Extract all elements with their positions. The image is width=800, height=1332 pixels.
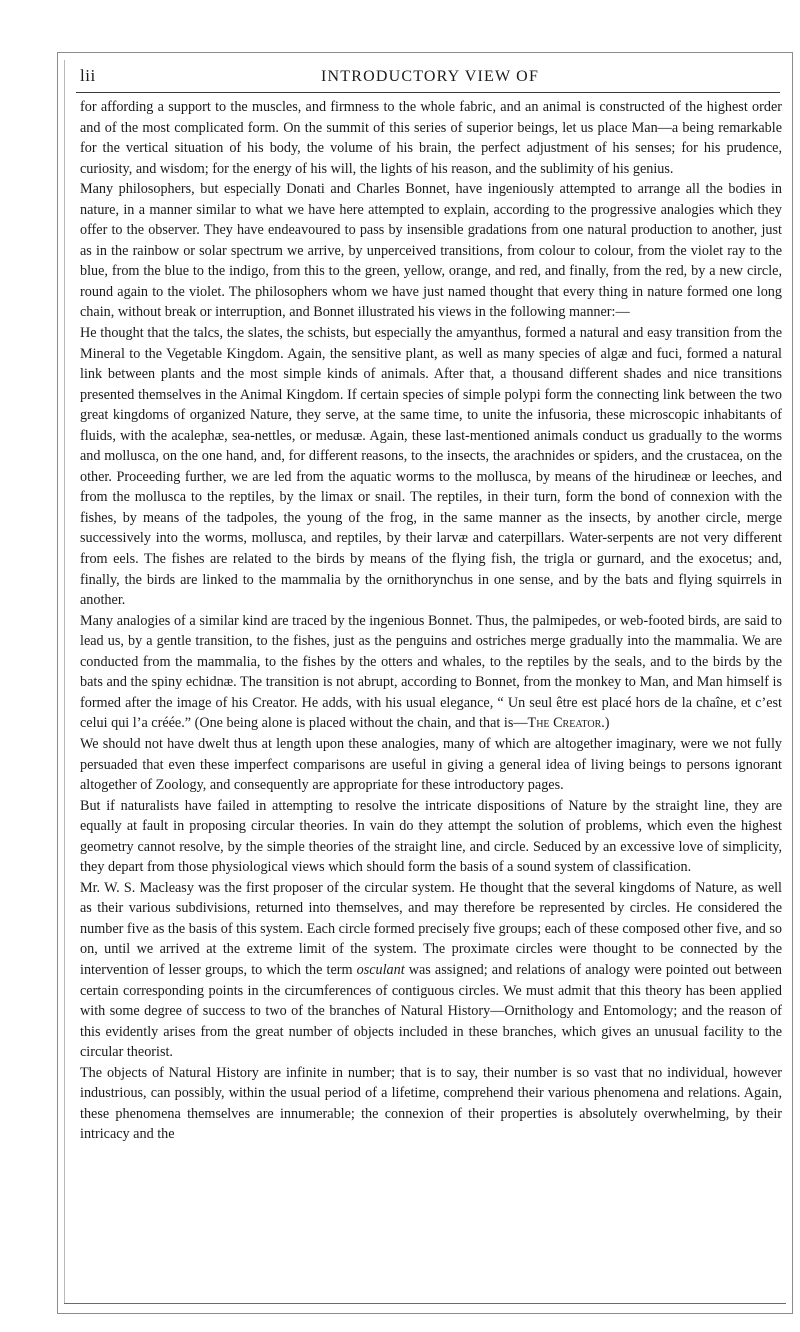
paragraph-text: ) xyxy=(604,715,610,732)
page-header xyxy=(80,66,780,92)
paragraph-text: Many philosophers, but especially Donati and Charles Bonnet, have ingeniously attempted to arrange all the bodies in nature, in a manner similar to what we have here attempted to explain, according to the progressive analogies which they offer to the observer. They have endeavoured to pass by insensible gradations from one natural production to another, just as in the rainbow or solar spectrum we arrive, by unperceived transitions, from colour to colour, from the violet ray to the blue, from the blue to the indigo, from this to the green, yellow, orange, and red, and finally, from the red, by a new circle, round again to the violet. The philosophers whom we have just named thought that every thing in nature formed one long chain, without break or interruption, and Bonnet illustrated his views in the following manner:— xyxy=(80,181,782,321)
paragraph-text: We should not have dwelt thus at length upon these analogies, many of which are altogether imaginary, were we not fully persuaded that even these imperfect comparisons are useful in giving a general idea of living beings to persons ignorant altogether of Zoology, and consequently are appropriate for these introductory pages. xyxy=(80,735,782,794)
paragraph xyxy=(80,179,782,323)
paragraph-text: The objects of Natural History are infinite in number; that is to say, their number is so vast that no individual, however industrious, can possibly, within the usual period of a lifetime, comprehend their various phenomena and relations. Again, these phenomena themselves are innumerable; the connexion of their properties is absolutely overwhelming, by their intricacy and the xyxy=(80,1064,782,1143)
paragraph-text: was assigned; and relations of analogy were pointed out between certain corresponding points in the circumferences of contiguous circles. We must admit that this theory has been applied with some degree of success to two of the branches of Natural History—Ornithology and Entomology; and the reason of this evidently arises from the great number of objects included in these branches, which gives an unusual facility to the circular theorist. xyxy=(80,961,782,1061)
paragraph xyxy=(80,734,782,796)
footer-rule xyxy=(64,1303,786,1304)
paragraph-text: for affording a support to the muscles, and firmness to the whole fabric, and an animal is constructed of the highest order and of the most complicated form. On the summit of this series of superior beings, let us place Man—a being remarkable for the vertical situation of his body, the volume of his brain, the perfect adjustment of his senses; for his prudence, curiosity, and wisdom; for the energy of his will, the lights of his reason, and the sublimity of his genius. xyxy=(80,99,782,177)
paragraph-text: Many analogies of a similar kind are traced by the ingenious Bonnet. Thus, the palmipedes, or web-footed birds, are said to lead us, by a gentle transition, to the fishes, just as the penguins and ostriches merge gradually into the mammalia. We are conducted from the mammalia, to the fishes by the otters and whales, to the reptiles by the seals, and to the birds by the bats and the spiny echidnæ. The transition is not abrupt, according to Bonnet, from the monkey to Man, and Man himself is formed after the image of his Creator. He adds, with his usual elegance, “ Un seul être est placé hors de la chaîne, et c’est celui qui l’a créée.” (One being alone is placed without the chain, and that is— xyxy=(80,612,782,732)
page-number: lii xyxy=(80,66,96,85)
header-rule xyxy=(76,92,780,93)
body-text xyxy=(80,97,782,1145)
paragraph xyxy=(80,796,782,878)
italic-term: osculant xyxy=(356,961,405,978)
paragraph-text: He thought that the talcs, the slates, the schists, but especially the amyanthus, formed a natural and easy transition from the Mineral to the Vegetable Kingdom. Again, the sensitive plant, as well as many species of algæ and fuci, formed a natural link between plants and the most simple kinds of animals. After that, a thousand different shades and nice transitions presented themselves in the Animal Kingdom. If certain species of simple polypi form the connecting link between the two great kingdoms of organized Nature, they serve, at the same time, to unite the infusoria, these microscopic inhabitants of fluids, with the acalephæ, sea-nettles, or medusæ. Again, these last-mentioned animals conduct us gradually to the worms and mollusca, on the one hand, and, for different reasons, to the insects, the arachnides or spiders, and the crustacea, on the other. Proceeding further, we are led from the aquatic worms to the mollusca, by means of the hirudineæ or leeches, and from the mollusca to the reptiles, by the limax or snail. The reptiles, in their turn, form the bond of connexion with the fishes, by means of the tadpoles, the young of the frog, in the same manner as the insects, by another circle, merge successively into the worms, mollusca, and reptiles, by their larvæ and caterpillars. Water-serpents are not very different from eels. The fishes are related to the birds by means of the flying fish, the trigla or gurnard, and the exocetus; and, finally, the birds are linked to the mammalia by the ornithorynchus in one sense, and by the bats and flying squirrels in another. xyxy=(80,325,782,609)
paragraph xyxy=(80,323,782,611)
paragraph xyxy=(80,878,782,1063)
running-head: INTRODUCTORY VIEW OF xyxy=(320,68,540,85)
paragraph xyxy=(80,1063,782,1145)
small-caps-text: The Creator. xyxy=(527,715,605,732)
paragraph xyxy=(80,611,782,734)
paragraph-text: Mr. W. S. Macleasy was the first proposer of the circular system. He thought that the several kingdoms of Nature, as well as their various subdivisions, returned into themselves, and may therefore be represented by circles. He considered the number five as the basis of this system. Each circle formed precisely five groups; each of these composed other five, and so on, until we arrived at the extreme limit of the system. The proximate circles were thought to be connected by the intervention of lesser groups, to which the term xyxy=(80,879,782,978)
paragraph xyxy=(80,97,782,179)
paragraph-text: But if naturalists have failed in attempting to resolve the intricate dispositions of Nature by the straight line, they are equally at fault in proposing circular theories. In vain do they attempt the solution of problems, which even the highest geometry cannot resolve, by the simple theories of the straight line, and circle. Seduced by an excessive love of simplicity, they depart from those physiological views which should form the basis of a sound system of classification. xyxy=(80,797,782,876)
